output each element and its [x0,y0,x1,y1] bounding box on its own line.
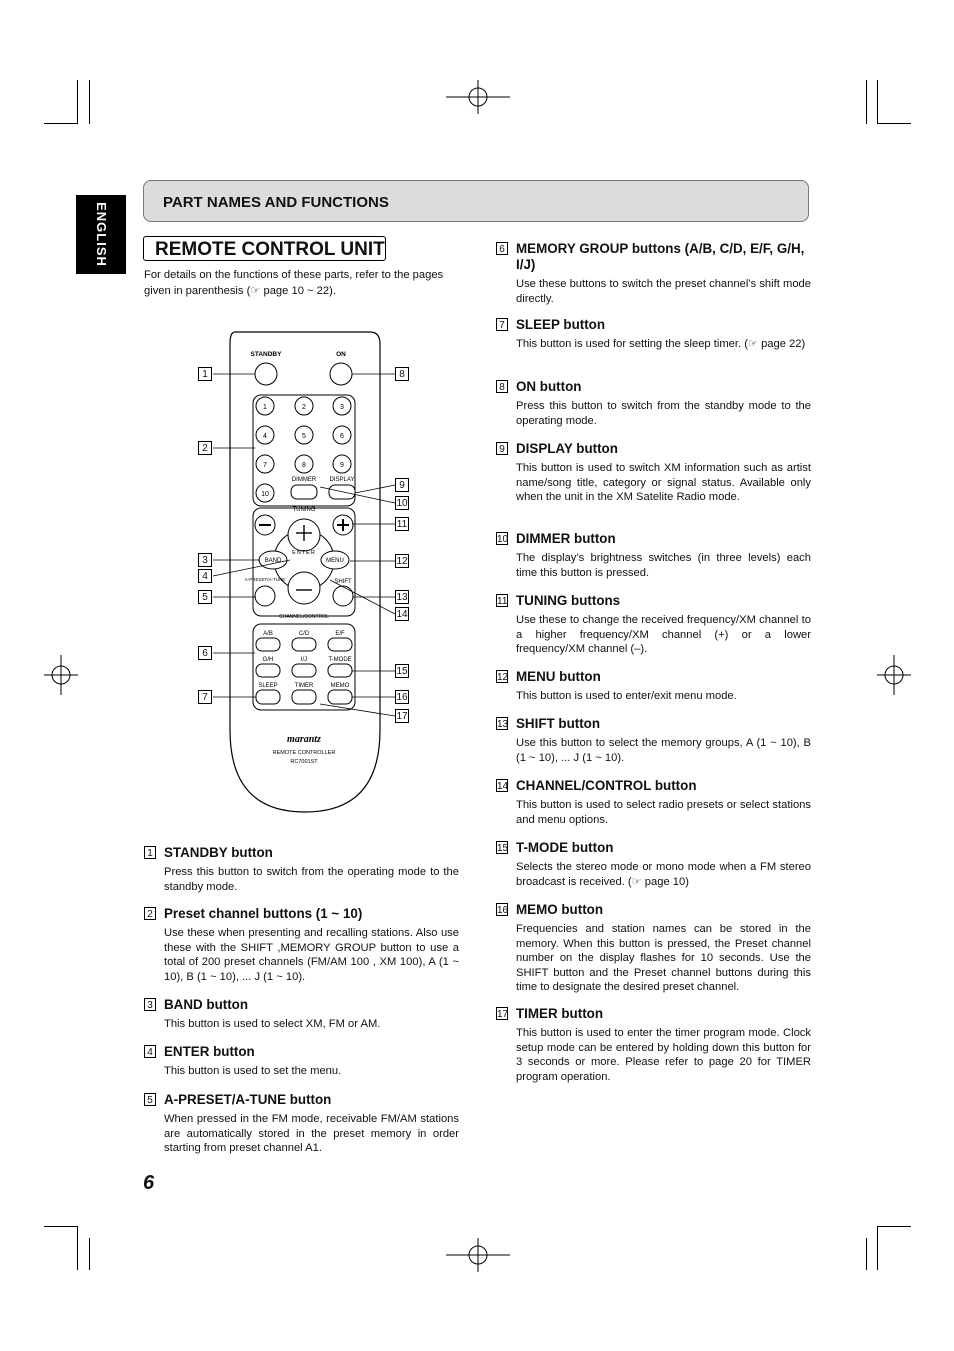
digit-label: 4 [263,433,267,440]
menu-label: MENU [326,558,344,564]
item-description: Use these when presenting and recalling stations. Also use these with the SHIFT ,MEMORY GROUP button to use a total of 200 preset channels (FM/AM 100 , XM 100), A (1 ~ 10), B (1 ~ 10), ... J (1 ~ 10). [164,927,459,983]
group-label: C/D [298,631,310,637]
item-number: 16 [497,905,509,916]
callout-15: 15 [396,666,408,677]
item-number: 17 [497,1009,509,1020]
item-description: Use these buttons to switch the preset channel’s shift mode directly. [516,278,811,305]
item-number: 12 [497,672,509,683]
item-title: TUNING buttons [516,593,621,608]
item-number: 5 [144,1093,156,1106]
item-title: SHIFT button [516,716,601,731]
callout-5: 5 [198,590,212,604]
item-title: CHANNEL/CONTROL button [516,778,697,793]
callout-7: 7 [198,690,212,704]
callout-17: 17 [396,711,408,722]
digit-label: 1 [263,404,267,411]
crop-mark [89,80,90,124]
item-title: MEMORY GROUP buttons (A/B, C/D, E/F, G/H, I/J) [516,241,805,272]
callout-2: 2 [198,441,212,455]
crop-mark [44,123,78,124]
item-number: 9 [496,442,508,455]
item-description: When pressed in the FM mode, receivable FM/AM stations are automatically stored in the preset memory in order starting from preset channel A1. [164,1113,459,1155]
item-number: 8 [496,380,508,393]
item-dimmer [496,531,811,580]
crop-mark [866,80,867,124]
item-title: DISPLAY button [516,441,618,456]
tmode-label: T-MODE [328,657,352,663]
callout-1: 1 [198,367,212,381]
item-description: Use these to change the received frequency/XM channel to a higher frequency/XM channel (+) or a lower frequency/XM channel (–). [516,614,811,656]
item-number: 14 [497,781,509,792]
item-number: 1 [144,846,156,859]
item-number: 7 [496,318,508,331]
tuning-label: TUNING [292,507,316,513]
callout-14: 14 [396,609,408,620]
digit-label: 9 [340,462,344,469]
item-menu [496,669,811,704]
item-number: 11 [497,596,508,607]
item-description: This button is used to select XM, FM or AM. [164,1018,381,1030]
item-description: Frequencies and station names can be stored in the memory. When this button is pressed, the Preset channel number on the display flashes for 10 seconds. Use the SHIFT button and the Preset channel buttons during this time to designate the desired preset channel. [516,923,811,994]
callout-11: 11 [396,519,408,530]
item-memo [496,902,811,995]
page-title: REMOTE CONTROL UNIT [155,239,385,260]
crop-mark [877,80,878,124]
band-label: BAND [264,558,282,564]
crop-mark [866,1238,867,1270]
item-title: ON button [516,379,582,394]
item-description: This button is used to enter/exit menu mode. [516,690,737,702]
standby-label: STANDBY [250,351,282,358]
crop-mark [44,1226,78,1227]
page-number: 6 [143,1172,155,1194]
item-enter [144,1044,459,1079]
item-description: This button is used to enter the timer program mode. Clock setup mode can be entered by holding down this button for 3 seconds or more. Please refer to page 20 for TIMER program operation. [516,1027,811,1083]
registration-mark-icon [446,80,510,114]
registration-mark-icon [877,655,911,695]
on-label: ON [336,351,346,358]
item-title: A-PRESET/A-TUNE button [164,1092,332,1107]
item-description: Selects the stereo mode or mono mode when a FM stereo broadcast is received. (☞ page 10) [516,861,811,888]
item-title: STANDBY button [164,845,273,860]
item-title: SLEEP button [516,317,606,332]
item-sleep [496,317,811,352]
digit-label: 7 [263,462,267,469]
crop-mark [877,1226,878,1270]
digit-label: 2 [302,404,306,411]
crop-mark [877,123,911,124]
crop-mark [89,1238,90,1270]
item-preset-channel [144,906,459,984]
crop-mark [77,1226,78,1270]
item-description: The display’s brightness switches (in three levels) each time this button is pressed. [516,552,811,579]
memo-label: MEMO [330,683,350,689]
item-description: This button is used to switch XM information such as artist name/song title, category or signal status. Available only when the unit in the XM Satelite Radio mode. [516,462,811,504]
apreset-label: A-PRESET/A-TUNE [244,577,286,582]
callout-9: 9 [395,478,409,492]
registration-mark-icon [446,1238,510,1272]
item-number: 6 [496,242,508,255]
callout-leader-lines [195,360,425,730]
group-label: G/H [262,657,274,663]
item-title: T-MODE button [516,840,614,855]
item-title: MENU button [516,669,601,684]
item-title: MEMO button [516,902,604,917]
digit-label: 8 [302,462,306,469]
item-display [496,441,811,505]
dimmer-label: DIMMER [291,477,317,483]
item-title: ENTER button [164,1044,255,1059]
item-description: Press this button to switch from the standby mode to the operating mode. [516,400,811,427]
intro-text: For details on the functions of these parts, refer to the pages given in parenthesis (☞ page 10 ~ 22). [144,269,444,297]
model-line-2: RC7001ST [290,759,318,765]
item-channel-control [496,778,811,827]
item-band [144,997,459,1032]
timer-label: TIMER [294,683,314,689]
item-title: DIMMER button [516,531,616,546]
sleep-label: SLEEP [258,683,278,689]
channel-control-label: CHANNEL/CONTROL [279,614,329,620]
item-description: This button is used to select radio presets or select stations and menu options. [516,799,811,826]
callout-3: 3 [198,553,212,567]
item-apreset [144,1092,459,1156]
callout-6: 6 [198,646,212,660]
model-line-1: REMOTE CONTROLLER [272,750,336,756]
item-title: TIMER button [516,1006,604,1021]
item-tuning [496,593,811,657]
item-number: 10 [497,534,509,545]
page-title-box [143,236,386,261]
item-number: 2 [144,907,156,920]
callout-8: 8 [395,367,409,381]
callout-13: 13 [396,592,408,603]
shift-label: SHIFT [334,579,352,585]
crop-mark [877,1226,911,1227]
group-label: A/B [263,631,273,637]
language-tab: ENGLISH [76,195,126,274]
crop-mark [77,80,78,124]
display-label: DISPLAY [329,477,355,483]
digit-label: 5 [302,433,306,440]
section-title: PART NAMES AND FUNCTIONS [163,194,389,211]
item-on [496,379,811,428]
item-tmode [496,840,811,889]
section-header [143,180,809,222]
callout-10: 10 [396,498,408,509]
item-number: 4 [144,1045,156,1058]
group-label: I/J [300,657,308,663]
callout-4: 4 [198,569,212,583]
enter-label: ENTER [292,550,316,556]
item-description: Use this button to select the memory groups, A (1 ~ 10), B (1 ~ 10), ... J (1 ~ 10). [516,737,811,764]
item-number: 13 [497,719,509,730]
item-title: BAND button [164,997,249,1012]
callout-12: 12 [396,556,408,567]
item-timer [496,1006,811,1084]
item-title: Preset channel buttons (1 ~ 10) [164,906,363,921]
item-description: This button is used for setting the sleep timer. (☞ page 22) [516,338,806,350]
item-number: 3 [144,998,156,1011]
item-number: 15 [497,843,509,854]
item-description: This button is used to set the menu. [164,1065,342,1077]
item-description: Press this button to switch from the operating mode to the standby mode. [164,866,459,893]
callout-16: 16 [396,692,408,703]
item-memory-group [496,241,811,306]
group-label: E/F [335,631,345,637]
ten-label: 10 [261,491,269,498]
item-shift [496,716,811,765]
registration-mark-icon [44,655,78,695]
digit-label: 6 [340,433,344,440]
brand-logo: marantz [287,734,321,745]
item-standby [144,845,459,894]
digit-label: 3 [340,404,344,411]
